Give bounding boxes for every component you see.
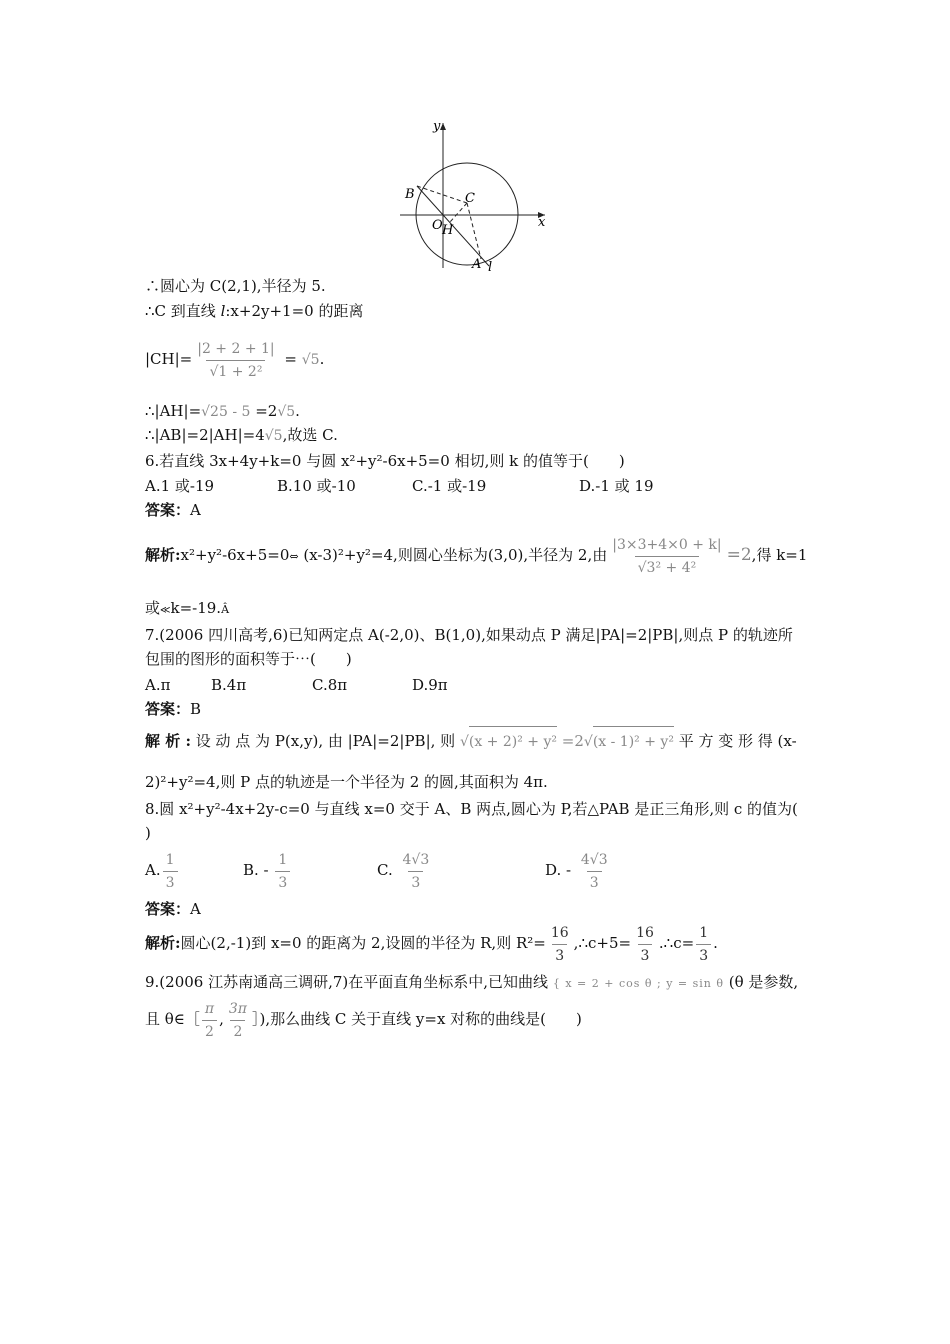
option-d: D.-1 或 19 — [579, 477, 654, 495]
label-O: O — [432, 218, 443, 233]
question-7-options — [145, 675, 448, 695]
text-span: ］),那么曲线 C 关于直线 y=x 对称的曲线是( ) — [252, 1010, 582, 1028]
option-b: B.4π — [211, 676, 247, 694]
text-span: , — [219, 1010, 224, 1028]
option-d: D. - $\frac{4√3}{3}$ — [545, 851, 608, 891]
text-span: 平 方 变 形 得 (x- — [678, 732, 797, 750]
solution-label: 解析: — [145, 934, 181, 952]
text-span: (x-3)²+y²=4,则圆心坐标为(3,0),半径为 2,由 — [298, 546, 608, 564]
text-span: =2 — [726, 545, 752, 565]
fraction: $\frac{3\pi}{2}$ — [228, 1000, 247, 1040]
sqrt: √5 — [277, 404, 296, 420]
text-span: |CH|= — [145, 350, 193, 368]
solution-8 — [145, 920, 718, 966]
label-C: C — [465, 191, 475, 206]
answer-label: 答案： — [145, 900, 191, 918]
text-span: ,∴c+5= — [573, 934, 632, 952]
text-span: =2 — [250, 402, 278, 420]
fraction: $\frac{|2 + 2 + 1|}{\text{√1 + 2²}}$ — [197, 340, 275, 380]
sqrt: √5 — [264, 428, 283, 444]
sqrt: (x - 1)² + y² — [593, 726, 674, 757]
sqrt: (x + 2)² + y² — [469, 726, 557, 757]
iff-symbol: ⇔ — [289, 550, 299, 563]
label-B: B — [405, 187, 415, 202]
text-line: 包围的图形的面积等于⋯( ) — [145, 650, 352, 668]
text-span: 9.(2006 江苏南通高三调研,7)在平面直角坐标系中,已知曲线 — [145, 973, 549, 991]
label-A: A — [472, 257, 482, 272]
question-8: 8.圆 x²+y²-4x+2y-c=0 与直线 x=0 交于 A、B 两点,圆心为 P,若△PAB 是正三角形,则 c 的值为( — [145, 800, 798, 818]
label-H: H — [442, 223, 454, 238]
text-line: 或≪k=-19.Â — [145, 599, 230, 617]
text-line: ) — [145, 824, 151, 842]
sqrt: √25 - 5 — [201, 404, 251, 420]
sqrt: √5 — [301, 352, 320, 368]
text-span: =2 — [561, 732, 584, 750]
fraction: $\frac{|3\times 3+4\times 0 + k|}{\text{√3² + 4²}}$ — [612, 536, 722, 576]
question-9 — [145, 972, 798, 994]
text-span: 设 动 点 为 P(x,y), 由 |PA|=2|PB|, 则 — [190, 732, 456, 750]
text-span: x²+y²-6x+5=0 — [180, 546, 290, 564]
option-a: A.1 或-19 — [145, 477, 215, 495]
text-span: ,故选 C. — [282, 426, 338, 444]
text-line: ∴圆心为 C(2,1),半径为 5. — [145, 277, 326, 295]
formula-ch: |CH|= $\frac{|2 + 2 + 1|}{\text{√1 + 2²}}$ = √5. — [145, 336, 324, 383]
answer-label: 答案： — [145, 700, 191, 718]
circle-diagram — [395, 118, 555, 278]
text-line — [145, 301, 363, 321]
fraction: $\frac{16}{3}$ — [550, 924, 569, 964]
option-b: B. - $\frac{1}{3}$ — [243, 848, 377, 892]
question-6-options — [145, 476, 654, 496]
fraction: $\frac{1}{3}$ — [696, 924, 711, 965]
text-line — [145, 996, 582, 1042]
fraction: $\frac{16}{3}$ — [636, 924, 654, 964]
option-b: B.10 或-10 — [277, 477, 356, 495]
question-8-options — [145, 848, 613, 892]
text-span: (θ 是参数, — [728, 973, 799, 991]
option-c: C. $\frac{4√3}{3}$ — [377, 851, 430, 891]
text-span: 圆心(2,-1)到 x=0 的距离为 2,设圆的半径为 R,则 R²= — [180, 934, 546, 952]
text-span: . — [713, 934, 718, 952]
solution-label: 解 析 : — [145, 732, 191, 750]
answer-8 — [145, 899, 201, 919]
answer-value: B — [190, 700, 202, 718]
text-span: :x+2y+1=0 的距离 — [225, 302, 364, 320]
text-span: 或 — [145, 599, 161, 617]
answer-value: A — [190, 900, 201, 918]
option-c: C.-1 或-19 — [412, 477, 487, 495]
text-span: k=-19. — [170, 599, 222, 617]
text-span: .∴c= — [658, 934, 695, 952]
fraction: $\frac{\pi}{2}$ — [202, 1000, 217, 1041]
text-span: l — [220, 302, 226, 320]
text-span: ∴|AB|=2|AH|=4 — [145, 426, 265, 444]
piecewise-curve: { x = 2 + cos θ ; y = sin θ — [552, 977, 724, 990]
question-7: 7.(2006 四川高考,6)已知两定点 A(-2,0)、B(1,0),如果动点 P 满足|PA|=2|PB|,则点 P 的轨迹所 — [145, 626, 793, 644]
text-span: ,得 k=1 — [751, 546, 808, 564]
text-span: ∴|AH|= — [145, 402, 202, 420]
text-line: 2)²+y²=4,则 P 点的轨迹是一个半径为 2 的圆,其面积为 4π. — [145, 773, 548, 791]
text-span: . — [295, 402, 300, 420]
answer-value: A — [190, 501, 201, 519]
text-line — [145, 425, 338, 446]
text-line — [145, 401, 300, 422]
option-a: A.π — [145, 676, 171, 694]
label-y: y — [433, 119, 441, 134]
answer-7 — [145, 699, 201, 719]
solution-7: 解 析 : 设 动 点 为 P(x,y), 由 |PA|=2|PB|, 则 √(x + 2)² + y² =2√(x - 1)² + y² 平 方 变 形 得 (x- — [145, 726, 797, 757]
answer-label: 答案： — [145, 501, 191, 519]
answer-6 — [145, 500, 201, 520]
option-c: C.8π — [312, 676, 348, 694]
text-span: 且 θ∈［ — [145, 1010, 200, 1028]
text-span: = — [279, 350, 302, 368]
question-6: 6.若直线 3x+4y+k=0 与圆 x²+y²-6x+5=0 相切,则 k 的值等于( ) — [145, 452, 625, 470]
label-x: x — [538, 215, 546, 230]
option-a: A. $\frac{1}{3}$ — [145, 848, 243, 892]
option-d: D.9π — [412, 676, 448, 694]
solution-label: 解析: — [145, 546, 181, 564]
solution-6 — [145, 532, 807, 580]
label-l: l — [488, 260, 493, 275]
text-span: ∴C 到直线 — [145, 302, 221, 320]
